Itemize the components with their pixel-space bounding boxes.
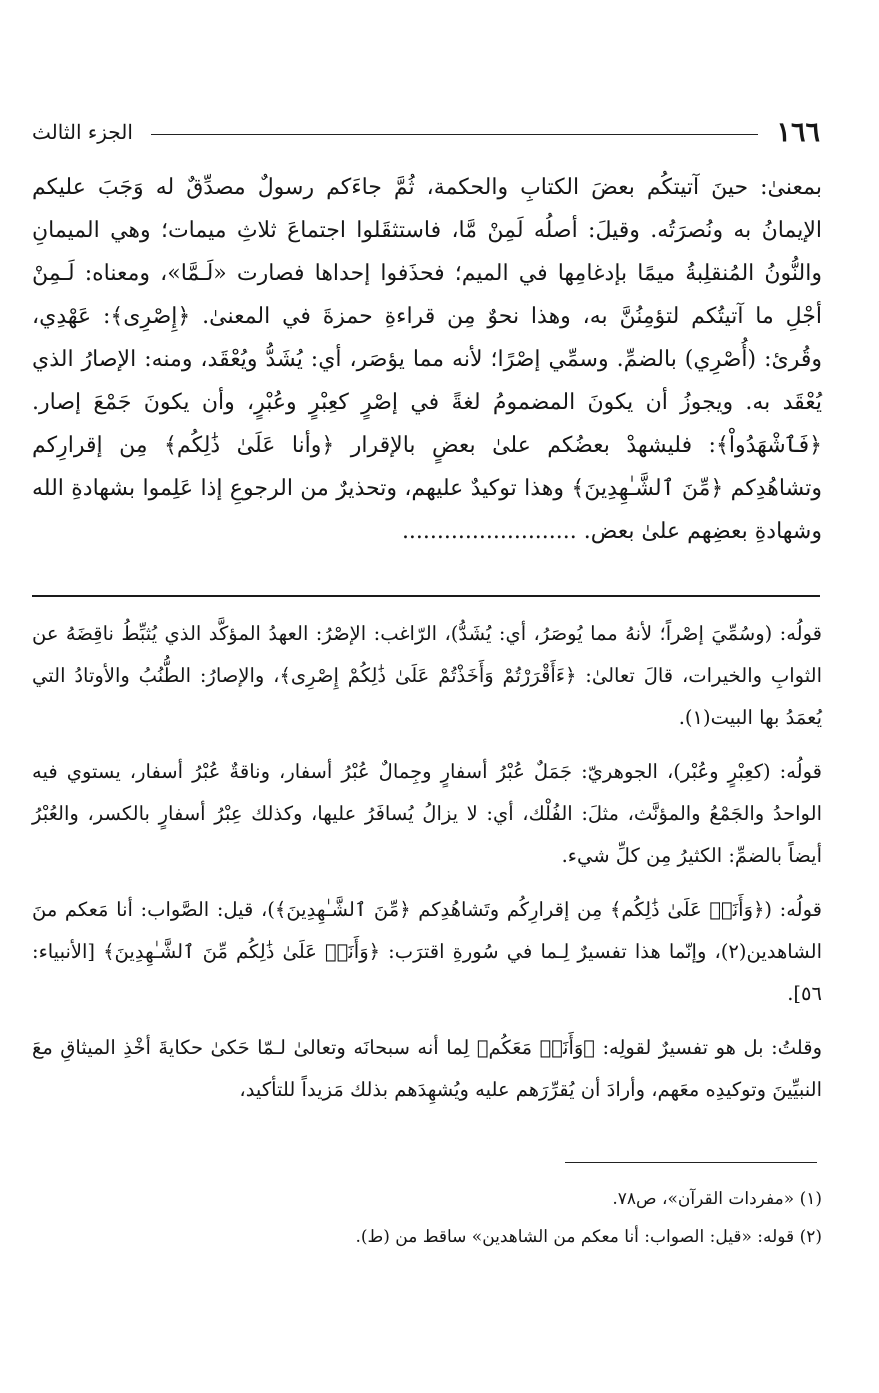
main-text-divider <box>32 595 820 597</box>
commentary-paragraph: وقلتُ: بل هو تفسيرٌ لقولِه: ﴿وَأَنَا۠ مَعَكُم﴾ لِما أنه سبحانَه وتعالىٰ لـمّا حَكىٰ حكايةَ أخْذِ الميثاقِ معَ النبيِّينَ وتوكيدِه معَهم، وأرادَ أن يُقرِّرَهم عليه ويُشهِدَهم بذلك مَزيداً للتأكيد، <box>32 1036 822 1101</box>
commentary-paragraph: قولُه: (كعِبْرٍ وعُبْر)، الجوهريّ: جَمَلٌ عُبْرُ أسفارٍ وجِمالٌ عُبْرُ أسفار، وناقةٌ عُبْرُ أسفار، يستوي فيه الواحدُ والجَمْعُ والمؤنَّث، مثلَ: الفُلْك، أي: لا يزالُ يُسافَرُ عليها، وكذلك عِبْرُ أسفارٍ بالكسر، والعُبْرُ أيضاً بالضمِّ: الكثيرُ مِن كلِّ شيء. <box>32 760 822 867</box>
footnote: (١) «مفردات القرآن»، ص٧٨. <box>612 1189 822 1209</box>
header-rule <box>151 134 759 135</box>
footnotes <box>32 1180 822 1256</box>
commentary-paragraph: قولُه: (﴿وَأَنَا۠ عَلَىٰ ذَٰلِكُم﴾ مِن إقرارِكُم وتَشاهُدِكم ﴿مِّنَ ٱلشَّـٰهِدِينَ﴾)، قيل: الصَّواب: أنا مَعكم منَ الشاهدين(٢)، وإنّما هذا تفسيرٌ لِـما في سُورةِ اقترَب: ﴿وَأَنَا۠ عَلَىٰ ذَٰلِكُم مِّنَ ٱلشَّـٰهِدِينَ﴾ [الأنبياء: ٥٦]. <box>32 898 822 1005</box>
running-title: الجزء الثالث <box>32 120 133 144</box>
main-text <box>32 166 822 553</box>
commentary <box>32 613 822 1111</box>
page-number: ١٦٦ <box>776 116 820 148</box>
footnote-divider <box>565 1162 817 1163</box>
main-text-paragraph: بمعنىٰ: حينَ آتيتكُم بعضَ الكتابِ والحكمة، ثُمَّ جاءَكم رسولٌ مصدِّقٌ له وَجَبَ عليكم الإيمانُ به ونُصرَتُه. وقيلَ: أصلُه لَمِنْ مَّا، فاستثقَلوا اجتماعَ ثلاثِ ميمات؛ وهي الميمانِ والنُّونُ المُنقلِبةُ ميمًا بإدغامِها في الميم؛ فحذَفوا إحداها فصارت «لَـمَّا»، ومعناه: لَـمِنْ أجْلِ ما آتيتُكم لتؤمِنُنَّ به، وهذا نحوٌ مِن قراءةِ حمزةَ في المعنىٰ. ﴿إِصْرِى﴾: عَهْدِي، وقُرئ: (أُصْرِي) بالضمِّ. وسمِّي إصْرًا؛ لأنه مما يؤصَر، أي: يُشَدُّ ويُعْقَد، ومنه: الإصارُ الذي يُعْقَد به. ويجوزُ أن يكونَ المضمومُ لغةً في إصْرٍ كعِبْرٍ وعُبْرٍ، وأن يكونَ جَمْعَ إصار. ﴿فَٱشْهَدُواْ﴾: فليشهدْ بعضُكم علىٰ بعضٍ بالإقرار ﴿وأنا عَلَىٰ ذَٰلِكُم﴾ مِن إقرارِكم وتشاهُدِكم ﴿مِّنَ ٱلشَّـٰهِدِينَ﴾ وهذا توكيدٌ عليهم، وتحذيرٌ من الرجوعِ إذا عَلِموا بشهادةِ الله وشهادةِ بعضِهم علىٰ بعض. ......................... <box>32 175 822 544</box>
page-header <box>32 112 820 152</box>
commentary-paragraph: قولُه: (وسُمِّيَ إصْراً؛ لأنهُ مما يُوصَرُ، أي: يُشَدُّ)، الرّاغب: الإصْرُ: العهدُ المؤكَّد الذي يُثبِّطُ ناقِضَهُ عن الثوابِ والخيرات، قالَ تعالىٰ: ﴿ءَأَقْرَرْتُمْ وَأَخَذْتُمْ عَلَىٰ ذَٰلِكُمْ إِصْرِى﴾، والإصارُ: الطُّنُبُ والأوتادُ التي يُعمَدُ بها البيت(١). <box>32 622 822 729</box>
footnote: (٢) قوله: «قيل: الصواب: أنا معكم من الشاهدين» ساقط من (ط). <box>355 1227 822 1247</box>
